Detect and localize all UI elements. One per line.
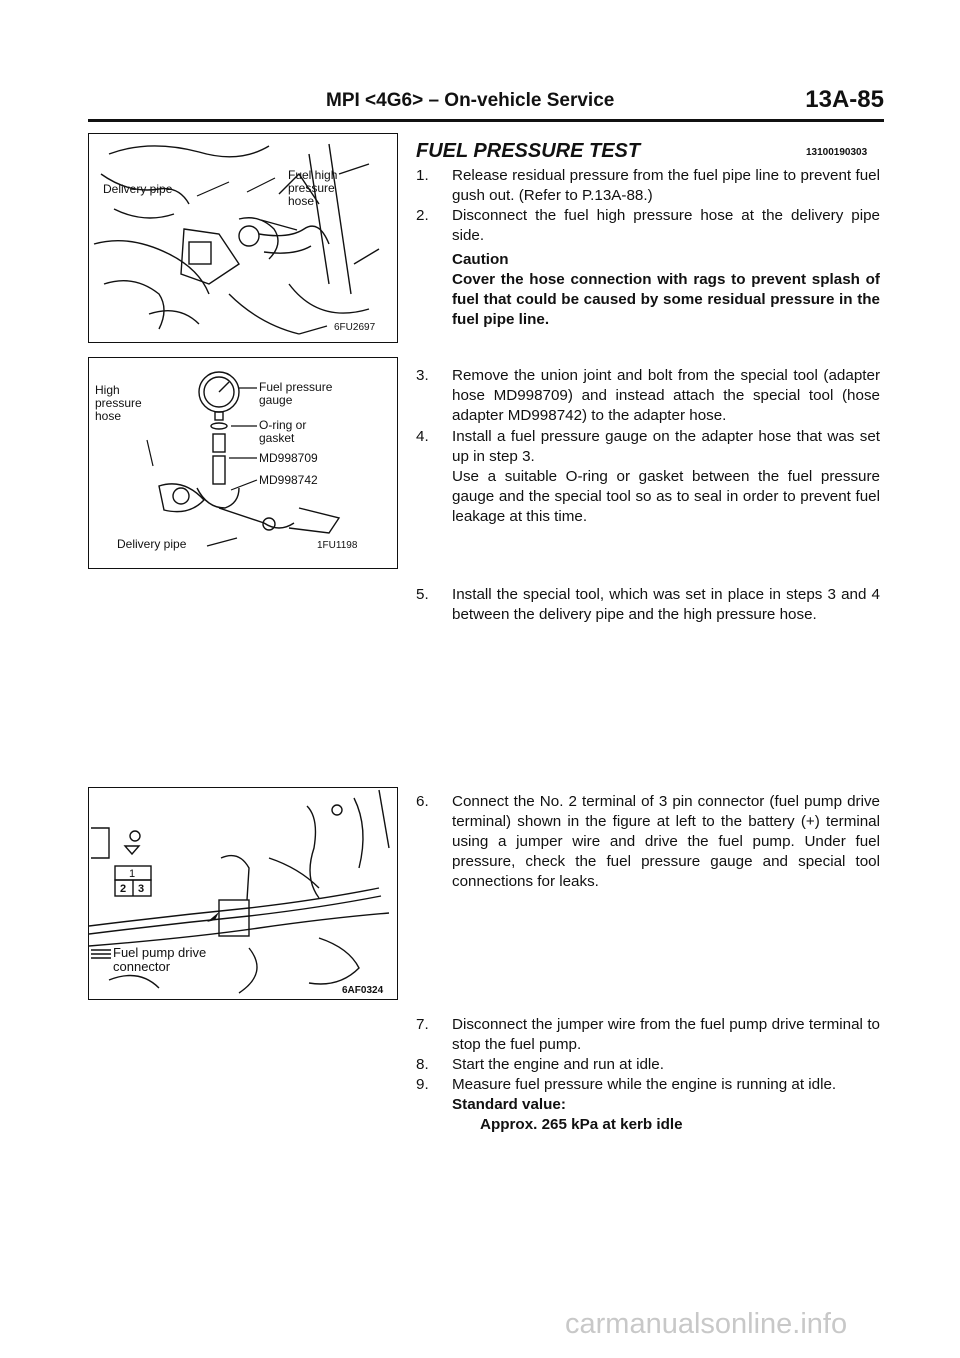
section-title: FUEL PRESSURE TEST	[416, 140, 641, 162]
engine-illustration-1	[89, 134, 397, 342]
step-5: 5. Install the special tool, which was set in place in steps 3 and 4 between the delivery pipe and the high pressure hose.	[416, 586, 880, 623]
footer-watermark-url: carmanualsonline.info	[565, 1308, 848, 1340]
figure-code: 6FU2697	[334, 322, 376, 333]
step-7: 7. Disconnect the jumper wire from the fuel pump drive terminal to stop the fuel pump.	[416, 1016, 880, 1053]
step-4: 4. Install a fuel pressure gauge on the adapter hose that was set up in step 3. Use a suitable O-ring or gasket between the fuel pressure gauge and the special tool so as to seal in order to prevent fuel leakage at this time.	[416, 428, 880, 525]
figure-code-3: 6AF0324	[342, 985, 384, 996]
label-md998742: MD998742	[259, 473, 318, 487]
label-delivery-pipe: Delivery pipe	[103, 182, 173, 196]
standard-value: Approx. 265 kPa at kerb idle	[480, 1116, 683, 1133]
step-2: 2. Disconnect the fuel high pressure hose at the delivery pipe side.	[416, 207, 880, 244]
figure-fuel-pressure-gauge	[88, 357, 398, 569]
header-title: MPI <4G6> – On-vehicle Service	[326, 90, 615, 111]
section-code: 13100190303	[806, 147, 868, 158]
connector-pin-3: 3	[138, 883, 145, 895]
caution-text: Cover the hose connection with rags to prevent splash of fuel that could be caused by some residual pressure in the fuel pipe line.	[452, 271, 880, 328]
step-9: 9. Measure fuel pressure while the engine is running at idle. Standard value: Approx. 265 kPa at kerb idle	[416, 1075, 880, 1135]
label-delivery-pipe-2: Delivery pipe	[117, 537, 187, 551]
label-fuel-high-pressure-hose: Fuel high pressure hose	[288, 168, 338, 208]
step-1: 1. Release residual pressure from the fuel pipe line to prevent fuel gush out. (Refer to P.13A-88.)	[416, 167, 880, 204]
connector-pin-2: 2	[120, 883, 127, 895]
figure-code-2: 1FU1198	[317, 540, 358, 551]
caution-heading: Caution	[452, 251, 509, 268]
figure-delivery-pipe-hose	[88, 133, 398, 343]
step-6: 6. Connect the No. 2 terminal of 3 pin connector (fuel pump drive terminal) shown in the figure at left to the battery (+) terminal using a jumper wire and drive the fuel pump. Under fuel pressure, check the fuel pressure gauge and special tool connections for leaks.	[416, 793, 880, 890]
label-fuel-pump-drive-connector: Fuel pump drive connector	[113, 945, 207, 974]
label-fuel-pressure-gauge: Fuel pressure gauge	[259, 380, 333, 407]
label-oring-or-gasket: O-ring or gasket	[259, 418, 307, 445]
step-8: 8. Start the engine and run at idle.	[416, 1056, 664, 1073]
label-high-pressure-hose: High pressure hose	[95, 383, 142, 423]
figure-fuel-pump-connector	[88, 787, 398, 1000]
connector-pin-1: 1	[129, 868, 136, 880]
step-3: 3. Remove the union joint and bolt from the special tool (adapter hose MD998709) and instead attach the special tool (hose adapter MD998742) to the adapter hose.	[416, 367, 880, 424]
label-md998709: MD998709	[259, 451, 318, 465]
standard-value-label: Standard value:	[452, 1096, 566, 1113]
header-rule	[88, 119, 884, 122]
caution-block	[416, 250, 880, 330]
page-number: 13A-85	[805, 86, 884, 113]
